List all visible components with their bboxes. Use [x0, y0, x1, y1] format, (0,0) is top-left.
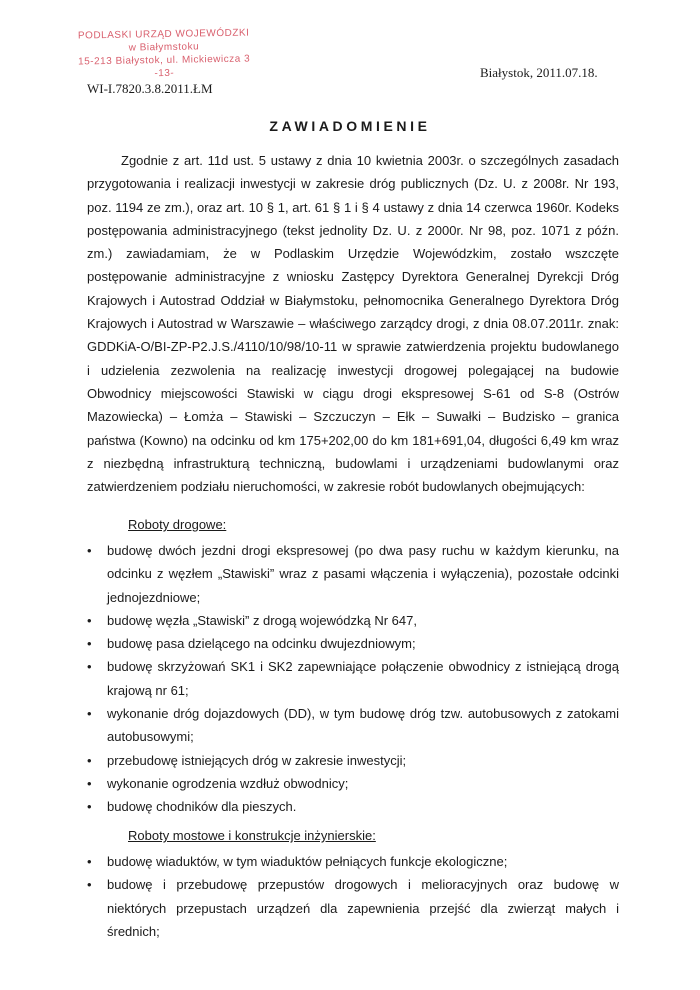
list-item-text: budowę chodników dla pieszych. — [107, 799, 297, 815]
document-title: ZAWIADOMIENIE — [269, 118, 431, 134]
list-item-text: wykonanie dróg dojazdowych (DD), w tym budowę dróg tzw. autobusowych z zatokami autobusowymi; — [107, 706, 619, 745]
list-item-text: budowę i przebudowę przepustów drogowych i melioracyjnych oraz budowę w niektórych przepustach urządzeń dla zapewnienia przejść dla zwierząt małych i średnich; — [107, 877, 619, 939]
list-item — [87, 850, 619, 873]
main-paragraph: Zgodnie z art. 11d ust. 5 ustawy z dnia 10 kwietnia 2003r. o szczególnych zasadach przygotowania i realizacji inwestycji w zakresie dróg publicznych (Dz. U. z 2008r. Nr 193, poz. 1194 ze zm.), oraz art. 10 § 1, art. 61 § 1 i § 4 ustawy z dnia 14 czerwca 1960r. Kodeks postępowania administracyjnego (tekst jednolity Dz. U. z 2000r. Nr 98, poz. 1071 z późn. zm.) zawiadamiam, że w Podlaskim Urzędzie Wojewódzkim, zostało wszczęte postępowanie administracyjne z wniosku Zastępcy Dyrektora Generalnej Dyrekcji Dróg Krajowych i Autostrad Oddział w Białymstoku, pełnomocnika Generalnego Dyrektora Dróg Krajowych i Autostrad w Warszawie – właściwego zarządcy drogi, z dnia 08.07.2011r. znak: GDDKiA-O/BI-ZP-P2.J.S./4110/10/98/10-11 w sprawie zatwierdzenia projektu budowlanego i udzielenia zezwolenia na realizację inwestycji drogowej polegającej na budowie Obwodnicy miejscowości Stawiski w ciągu drogi ekspresowej S-61 od S-8 (Ostrów Mazowiecka) – Łomża – Stawiski – Szczuczyn – Ełk – Suwałki – Budzisko – granica państwa (Kowno) na odcinku od km 175+202,00 do km 181+691,04, długości 6,49 km wraz z niezbędną infrastrukturą techniczną, budowlami i urządzeniami budowlanymi oraz zatwierdzeniem podziału nieruchomości, w zakresie robót budowlanych obejmujących: — [87, 153, 619, 495]
section-heading-bridge-works: Roboty mostowe i konstrukcje inżynierskie: — [128, 828, 376, 843]
list-item-text: budowę pasa dzielącego na odcinku dwujezdniowym; — [107, 636, 416, 652]
list-item-text: budowę węzła „Stawiski” z drogą wojewódzką Nr 647, — [107, 612, 417, 628]
bullet-icon: • — [87, 706, 92, 722]
reference-number: WI-I.7820.3.8.2011.ŁM — [87, 81, 213, 96]
bullet-icon: • — [87, 799, 92, 815]
list-item — [87, 873, 619, 943]
list-item-text: wykonanie ogrodzenia wzdłuż obwodnicy; — [107, 775, 349, 791]
list-item-text: budowę dwóch jezdni drogi ekspresowej (po dwa pasy ruchu w każdym kierunku, na odcinku z węzłem „Stawiski” wraz z pasami włączenia i wyłączenia), pozostałe odcinki jednojezdniowe; — [107, 543, 619, 605]
bullet-icon: • — [87, 543, 92, 558]
document-body — [87, 149, 619, 498]
bridge-works-list — [87, 850, 619, 943]
list-item — [87, 702, 619, 749]
bullet-icon: • — [87, 659, 92, 675]
list-item — [87, 655, 619, 702]
list-item — [87, 772, 619, 795]
bullet-icon: • — [87, 877, 92, 893]
list-item — [87, 632, 619, 655]
list-item — [87, 609, 619, 632]
stamp-line-2: w Białymstoku — [128, 41, 200, 54]
place-date: Białystok, 2011.07.18. — [480, 65, 598, 80]
bullet-icon: • — [87, 854, 92, 869]
section-heading-road-works: Roboty drogowe: — [128, 517, 227, 532]
bullet-icon: • — [87, 752, 92, 768]
list-item — [87, 795, 619, 818]
stamp-line-4: -13- — [154, 67, 175, 80]
list-item — [87, 749, 619, 772]
stamp-line-1: PODLASKI URZĄD WOJEWÓDZKI — [77, 27, 250, 42]
list-item — [87, 539, 619, 609]
list-item-text: przebudowę istniejących dróg w zakresie inwestycji; — [107, 752, 407, 768]
list-item-text: budowę skrzyżowań SK1 i SK2 zapewniające połączenie obwodnicy z istniejącą drogą krajową nr 61; — [107, 659, 619, 698]
office-stamp — [66, 26, 263, 81]
list-item-text: budowę wiaduktów, w tym wiaduktów pełniących funkcje ekologiczne; — [107, 854, 508, 869]
bullet-icon: • — [87, 775, 92, 791]
stamp-line-3: 15-213 Białystok, ul. Mickiewicza 3 — [78, 53, 251, 68]
bullet-icon: • — [87, 636, 92, 652]
bullet-icon: • — [87, 612, 92, 628]
road-works-list — [87, 539, 619, 819]
